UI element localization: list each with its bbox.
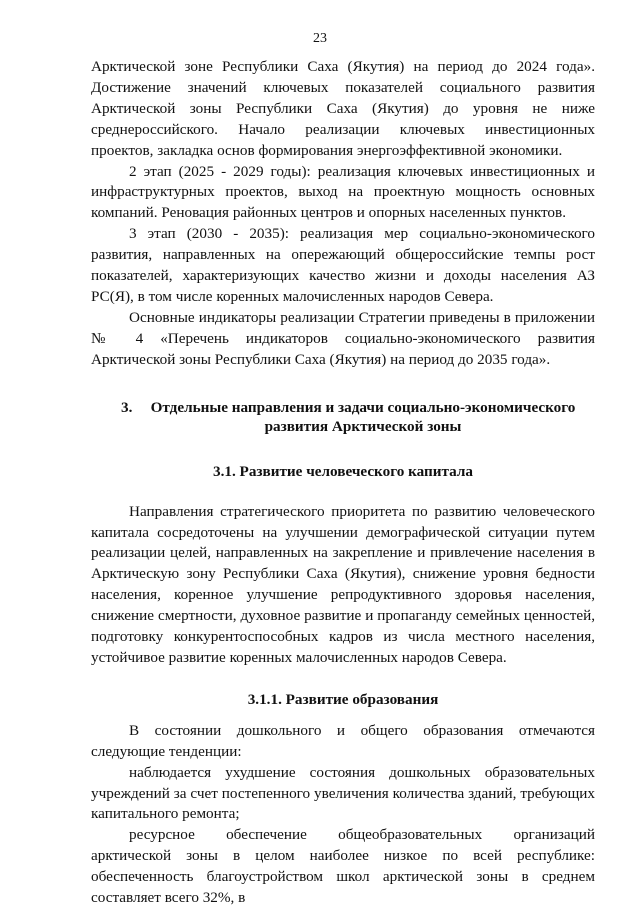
paragraph-education-trends: В состоянии дошкольного и общего образования отмечаются следующие тенденции: <box>91 721 595 760</box>
paragraph-stage1-continuation: Арктической зоне Республики Саха (Якутия) на период до 2024 года». Достижение значений ключевых показателей социального развития Арктической зоны Республики Саха (Якутия) до уровня не ниже среднероссийского. Начало реализации ключевых инвестиционных проектов, закладка основ формирования энергоэффективной экономики. <box>91 58 595 159</box>
paragraph-stage-2: 2 этап (2025 - 2029 годы): реализация ключевых инвестиционных и инфраструктурных проектов, выход на проектную мощность основных компаний. Реновация районных центров и опорных населенных пунктов. <box>91 162 595 222</box>
paragraph-preschool-condition: наблюдается ухудшение состояния дошкольных образовательных учреждений за счет постепенного увеличения количества зданий, требующих капитального ремонта; <box>91 763 595 823</box>
subsubsection-heading: 3.1.1. Развитие образования <box>247 690 439 708</box>
section-heading <box>91 398 595 436</box>
paragraph-school-resources: ресурсное обеспечение общеобразовательных организаций арктической зоны в целом наиболее низкое по всей республике: обеспеченность благоустройством школ арктической зоны в среднем составляет всего 32%, в <box>91 826 595 907</box>
subsection-heading: 3.1. Развитие человеческого капитала <box>212 462 474 480</box>
page-content <box>91 57 595 909</box>
paragraph-indicators: Основные индикаторы реализации Стратегии приведены в приложении № 4 «Перечень индикаторов социально-экономического развития Арктической зоны Республики Саха (Якутия) на период до 2035 года». <box>91 308 595 368</box>
paragraph-human-capital: Направления стратегического приоритета по развитию человеческого капитала сосредоточены на улучшении демографической ситуации путем реализации целей, направленных на закрепление и привлечение населения в Арктическую зону Республики Саха (Якутия), снижение уровня бедности населения, коренное улучшение репродуктивного здоровья населения, снижение смертности, духовное развитие и пропаганду семейных ценностей, подготовку конкурентоспособных кадров из числа местного населения, устойчивое развитие коренных малочисленных народов Севера. <box>91 502 595 666</box>
paragraph-stage-3: 3 этап (2030 - 2035): реализация мер социально-экономического развития, направленных на опережающий общероссийские темпы рост показателей, характеризующих качество жизни и доходы населения АЗ РС(Я), в том числе коренных малочисленных народов Севера. <box>91 225 595 305</box>
page-number: 23 <box>313 31 327 46</box>
section-number: 3. <box>121 398 133 416</box>
section-title: Отдельные направления и задачи социально-экономического развития Арктической зоны <box>150 398 576 435</box>
